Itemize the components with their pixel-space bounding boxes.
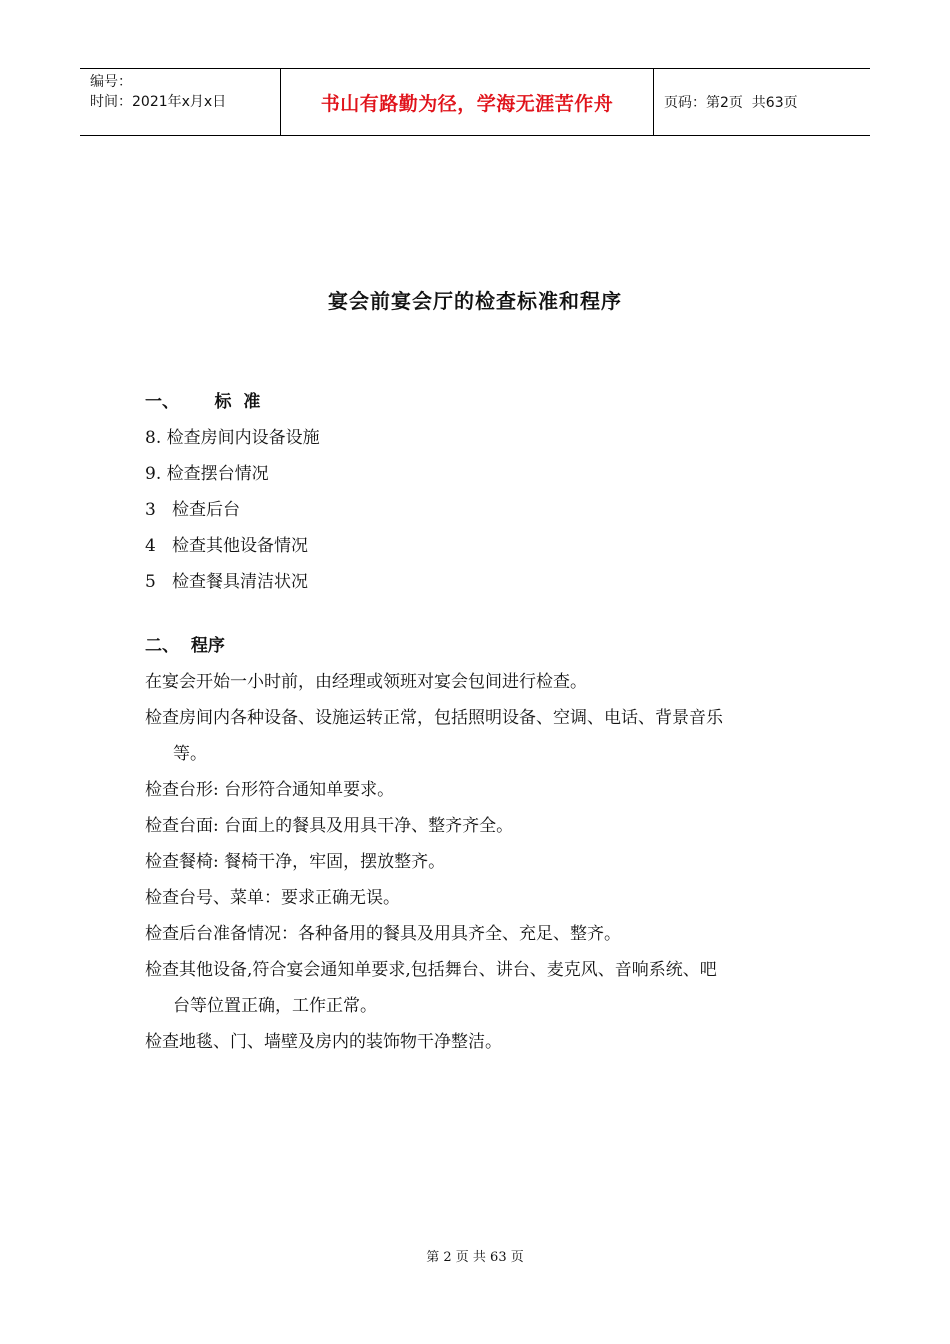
header-motto: 书山有路勤为径，学海无涯苦作舟: [281, 69, 654, 135]
section2-line: 检查台号、菜单：要求正确无误。: [145, 888, 400, 908]
section1-heading: 一、 标 准: [145, 392, 261, 412]
section2-line: 检查房间内各种设备、设施运转正常，包括照明设备、空调、电话、背景音乐: [145, 708, 723, 728]
page-header: [80, 68, 870, 136]
section-gap: [145, 604, 815, 632]
section2-line: 检查台形: 台形符合通知单要求。: [145, 780, 395, 800]
section1-item: 9. 检查摆台情况: [145, 464, 269, 484]
section2-line: 检查餐椅: 餐椅干净，牢固，摆放整齐。: [145, 852, 446, 872]
section2-line: 检查地毯、门、墙壁及房内的装饰物干净整洁。: [145, 1032, 502, 1052]
section1-item: 3 检查后台: [145, 500, 241, 520]
document-title: 宴会前宴会厅的检查标准和程序: [328, 289, 622, 313]
header-meta: [80, 69, 281, 135]
page-footer: 第 2 页 共 63 页: [426, 1250, 524, 1265]
section2-line-continued: 等。: [173, 744, 207, 764]
section1-item: 5 检查餐具清洁状况: [145, 572, 309, 592]
section2-heading: 二、 程序: [145, 636, 225, 656]
section2-line: 检查台面: 台面上的餐具及用具干净、整齐齐全。: [145, 816, 514, 836]
header-page-info-cell: [654, 69, 870, 135]
section2-line: 在宴会开始一小时前，由经理或领班对宴会包间进行检查。: [145, 672, 587, 692]
section2-line: 检查后台准备情况：各种备用的餐具及用具齐全、充足、整齐。: [145, 924, 621, 944]
header-number-label: 编号：: [90, 74, 132, 90]
section2-line-continued: 台等位置正确，工作正常。: [173, 996, 377, 1016]
section1-item: 4 检查其他设备情况: [145, 536, 309, 556]
section1-item: 8. 检查房间内设备设施: [145, 428, 320, 448]
header-page-info: 页码：第2页 共63页: [664, 95, 798, 111]
header-time-label: 时间：2021年x月x日: [90, 94, 227, 110]
document-body: [145, 388, 815, 1064]
section2-line: 检查其他设备,符合宴会通知单要求,包括舞台、讲台、麦克风、音响系统、吧: [145, 960, 717, 980]
